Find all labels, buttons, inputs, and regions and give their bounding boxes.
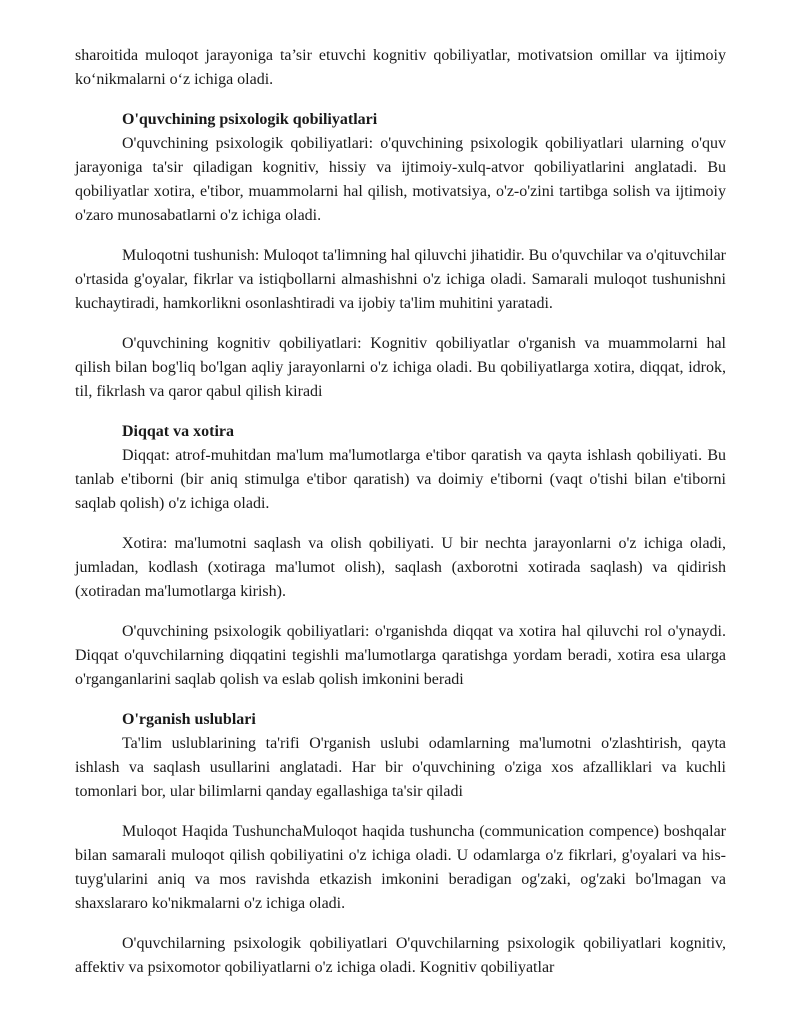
paragraph-attention: Diqqat: atrof-muhitdan ma'lum ma'lumotlarga e'tibor qaratish va qayta ishlash qobiliyati. Bu tanlab e'tiborni (bir aniq stimulga e'tibor qaratish) va doimiy e'tiborni (vaqt o'tishi bilan e'tiborni saqlab qolish) o'z ichiga oladi.	[75, 447, 726, 512]
paragraph-attention-memory-role: O'quvchining psixologik qobiliyatlari: o'rganishda diqqat va xotira hal qiluvchi rol o'ynaydi. Diqqat o'quvchilarning diqqatini tegishli ma'lumotlarga qaratishga yordam beradi, xotira esa ularga o'rganganlarini saqlab qolish va eslab qolish imkonini beradi	[75, 623, 726, 688]
paragraph-communication-understanding: Muloqotni tushunish: Muloqot ta'limning hal qiluvchi jihatidir. Bu o'quvchilar va o'qituvchilar o'rtasida g'oyalar, fikrlar va istiqbollarni almashishni o'z ichiga oladi. Samarali muloqot tushunishni kuchaytiradi, hamkorlikni osonlashtiradi va ijobiy ta'lim muhitini yaratadi.	[75, 247, 726, 312]
paragraph-psychological-abilities: O'quvchining psixologik qobiliyatlari: o'quvchining psixologik qobiliyatlari ularning o'quv jarayoniga ta'sir qiladigan kognitiv, hissiy va ijtimoiy-xulq-atvor qobiliyatlarini anglatadi. Bu qobiliyatlar xotira, e'tibor, muammolarni hal qilish, motivatsiya, o'z-o'zini tartibga solish va ijtimoiy o'zaro munosabatlarni o'z ichiga oladi.	[75, 135, 726, 224]
paragraph-cognitive-abilities: O'quvchining kognitiv qobiliyatlari: Kognitiv qobiliyatlar o'rganish va muammolarni hal qilish bilan bog'liq bo'lgan aqliy jarayonlarni o'z ichiga oladi. Bu qobiliyatlarga xotira, diqqat, idrok, til, fikrlash va qaror qabul qilish kiradi	[75, 335, 726, 400]
paragraph-learning-styles-definition: Ta'lim uslublarining ta'rifi O'rganish uslubi odamlarning ma'lumotni o'zlashtirish, qayta ishlash va saqlash usullarini anglatadi. Har bir o'quvchining o'ziga xos afzalliklari va kuchli tomonlari bor, ular bilimlarni qanday egallashiga ta'sir qiladi	[75, 735, 726, 800]
paragraph-continuation: sharoitida muloqot jarayoniga ta’sir etuvchi kognitiv qobiliyatlar, motivatsion omillar va ijtimoiy koʻnikmalarni oʻz ichiga oladi.	[75, 47, 726, 88]
section-heading-psychological-abilities: O'quvchining psixologik qobiliyatlari	[122, 111, 378, 128]
section-heading-learning-styles: O'rganish uslublari	[122, 711, 256, 728]
section-heading-attention-memory: Diqqat va xotira	[122, 423, 234, 440]
paragraph-students-psychological-abilities: O'quvchilarning psixologik qobiliyatlari O'quvchilarning psixologik qobiliyatlari kognitiv, affektiv va psixomotor qobiliyatlarni o'z ichiga oladi. Kognitiv qobiliyatlar	[75, 935, 726, 976]
paragraph-memory: Xotira: ma'lumotni saqlash va olish qobiliyati. U bir nechta jarayonlarni o'z ichiga oladi, jumladan, kodlash (xotiraga ma'lumot olish), saqlash (axborotni xotirada saqlash) va qidirish (xotiradan ma'lumotlarga kirish).	[75, 535, 726, 600]
document-page	[75, 44, 726, 980]
paragraph-communication-competence: Muloqot Haqida TushunchaMuloqot haqida tushuncha (communication compence) boshqalar bilan samarali muloqot qilish qobiliyatini o'z ichiga oladi. U odamlarga o'z fikrlari, g'oyalari va his-tuyg'ularini aniq va mos ravishda etkazish imkonini beradigan og'zaki, og'zaki bo'lmagan va shaxslararo ko'nikmalarni o'z ichiga oladi.	[75, 823, 726, 912]
